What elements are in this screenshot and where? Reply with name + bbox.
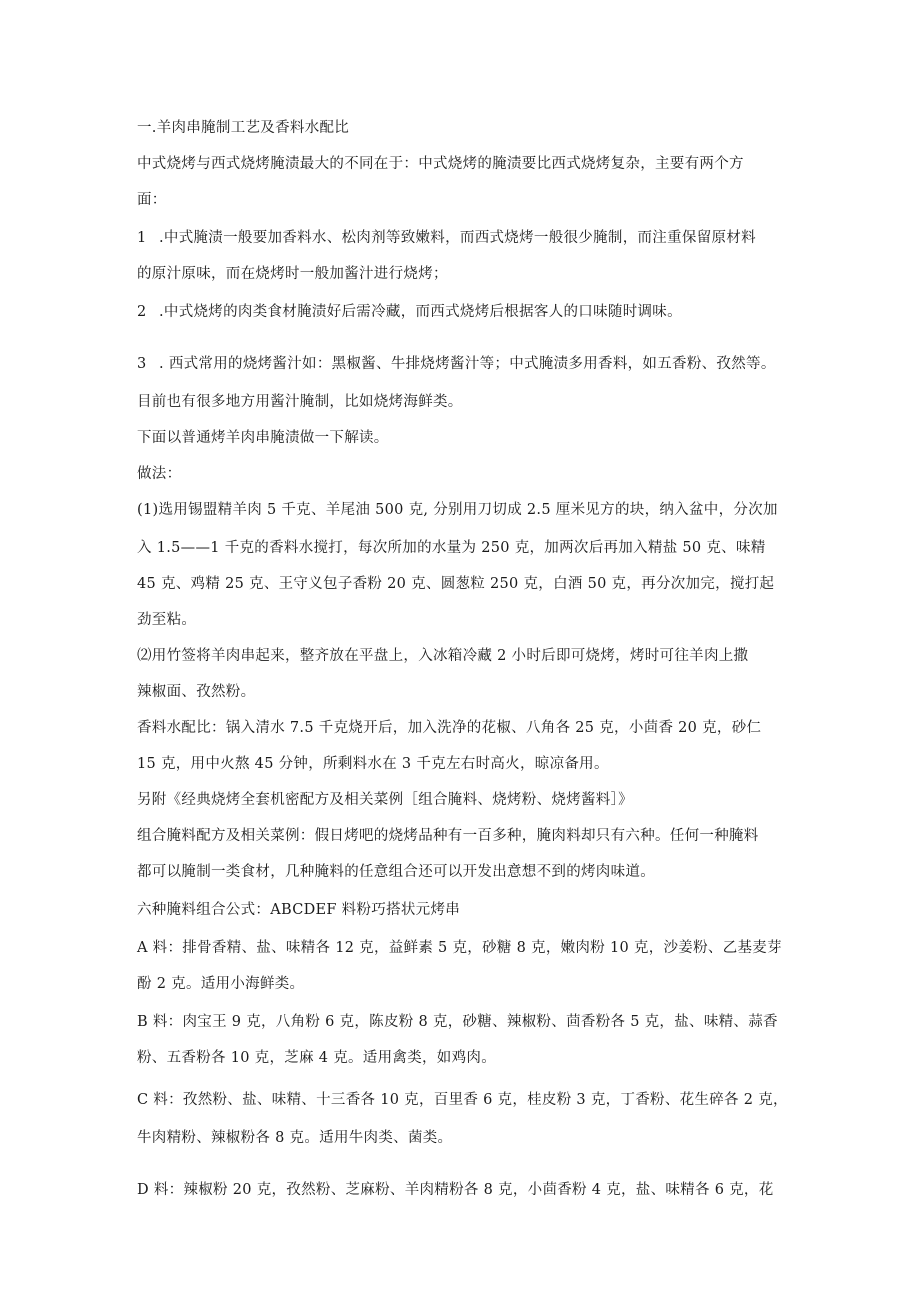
combo-intro-line-1: 组合腌料配方及相关菜例：假日烤吧的烧烤品种有一百多种，腌肉料却只有六种。任何一种腌料	[137, 828, 759, 844]
point-3-line-1	[137, 354, 776, 374]
recipe-d-line-1: D 料：辣椒粉 20 克，孜然粉、芝麻粉、羊肉精粉各 8 克，小茴香粉 4 克，盐、味精各 6 克，花	[137, 1182, 774, 1198]
intro-line-1: 中式烧烤与西式烧烤腌渍最大的不同在于：中式烧烤的腌渍要比西式烧烤复杂，主要有两个方	[137, 156, 744, 172]
point-1-line-1	[137, 228, 756, 248]
section-title: 一.羊肉串腌制工艺及香料水配比	[137, 120, 350, 136]
point-3-number: 3	[137, 356, 147, 372]
point-3-line-2: 目前也有很多地方用酱汁腌制，比如烧烤海鲜类。	[137, 394, 463, 410]
step-2-line-1: ⑵用竹签将羊肉串起来，整齐放在平盘上，入冰箱冷藏 2 小时后即可烧烤，烤时可往羊肉上撒	[137, 648, 749, 664]
recipe-b-line-2: 粉、五香粉各 10 克，芝麻 4 克。适用禽类，如鸡肉。	[137, 1050, 497, 1066]
step-2-line-2: 辣椒面、孜然粉。	[137, 684, 256, 700]
recipe-b-line-1: B 料：肉宝王 9 克，八角粉 6 克，陈皮粉 8 克，砂糖、辣椒粉、茴香粉各 5 克，盐、味精、蒜香	[137, 1014, 778, 1030]
lead-line: 下面以普通烤羊肉串腌渍做一下解读。	[137, 430, 389, 446]
spice-water-line-1: 香料水配比：锅入清水 7.5 千克烧开后，加入洗净的花椒、八角各 25 克，小茴香 20 克，砂仁	[137, 720, 762, 736]
point-1-number: 1	[137, 230, 147, 246]
appendix-title: 另附《经典烧烤全套机密配方及相关菜例［组合腌料、烧烤粉、烧烤酱料］》	[137, 792, 633, 808]
point-2-line-1	[137, 302, 682, 322]
recipe-a-line-2: 酚 2 克。适用小海鲜类。	[137, 976, 305, 992]
intro-line-2: 面：	[137, 192, 167, 208]
recipe-c-line-1: C 料：孜然粉、盐、味精、十三香各 10 克，百里香 6 克，桂皮粉 3 克，丁香粉、花生碎各 2 克，	[137, 1092, 788, 1108]
recipe-c-line-2: 牛肉精粉、辣椒粉各 8 克。适用牛肉类、菌类。	[137, 1130, 453, 1146]
point-2-text: .中式烧烤的肉类食材腌渍好后需冷藏，而西式烧烤后根据客人的口味随时调味。	[159, 304, 682, 320]
spice-water-line-2: 15 克，用中火熬 45 分钟，所剩料水在 3 千克左右时高火，晾凉备用。	[137, 756, 609, 772]
formula-title: 六种腌料组合公式：ABCDEF 料粉巧搭状元烤串	[137, 902, 461, 918]
point-2-number: 2	[137, 304, 147, 320]
point-3-text: . 西式常用的烧烤酱汁如：黑椒酱、牛排烧烤酱汁等；中式腌渍多用香料，如五香粉、孜然等。	[159, 356, 776, 372]
step-1-line-4: 劲至粘。	[137, 612, 197, 628]
step-1-line-1: (1)选用锡盟精羊肉 5 千克、羊尾油 500 克, 分别用刀切成 2.5 厘米见方的块，纳入盆中，分次加	[137, 502, 778, 518]
step-1-line-2: 入 1.5——1 千克的香料水搅打，每次所加的水量为 250 克，加两次后再加入精盐 50 克、味精	[137, 540, 766, 556]
recipe-a-line-1: A 料：排骨香精、盐、味精各 12 克，益鲜素 5 克，砂糖 8 克，嫩肉粉 10 克，沙姜粉、乙基麦芽	[137, 940, 782, 956]
step-1-line-3: 45 克、鸡精 25 克、王守义包子香粉 20 克、圆葱粒 250 克，白酒 50 克，再分次加完，搅打起	[137, 576, 775, 592]
method-label: 做法：	[137, 466, 182, 482]
combo-intro-line-2: 都可以腌制一类食材，几种腌料的任意组合还可以开发出意想不到的烤肉味道。	[137, 864, 655, 880]
point-1-line-2: 的原汁原味，而在烧烤时一般加酱汁进行烧烤；	[137, 266, 448, 282]
point-1-text: .中式腌渍一般要加香料水、松肉剂等致嫩料，而西式烧烤一般很少腌制，而注重保留原材料	[159, 230, 756, 246]
